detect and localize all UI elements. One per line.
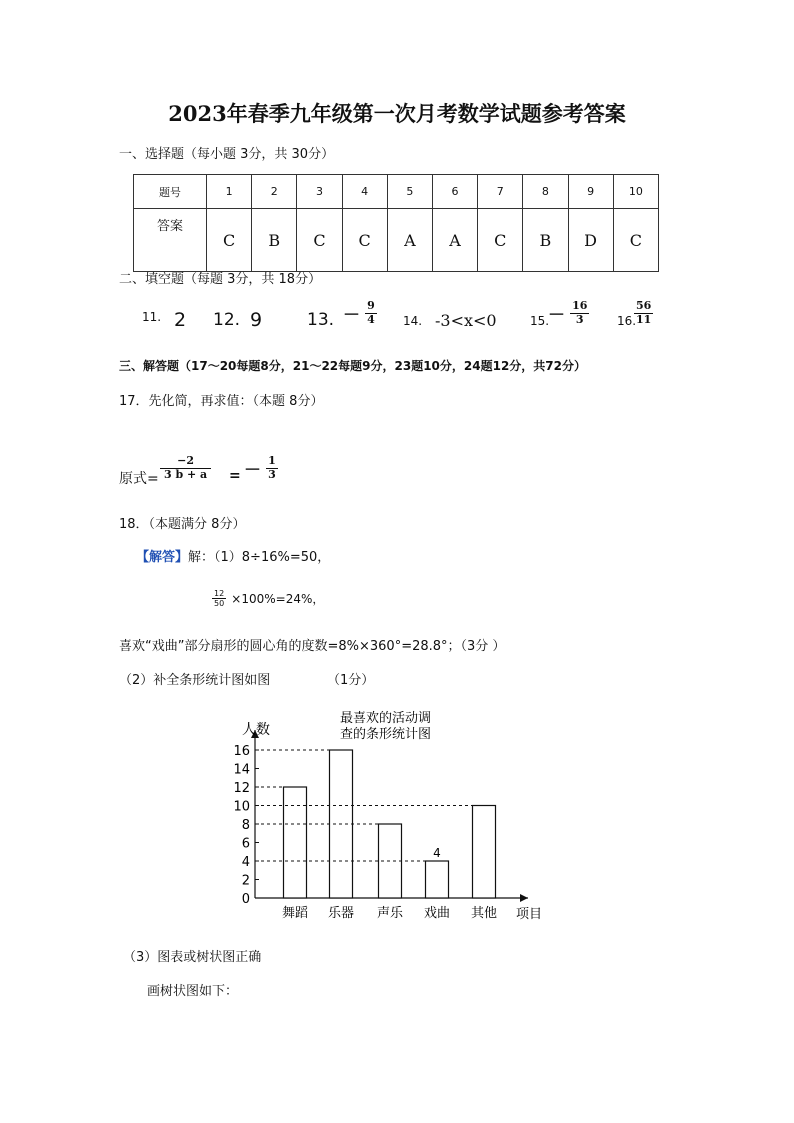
question-number-cell: 6 [432, 175, 477, 209]
q14-label: 14. [403, 314, 423, 328]
q17-lhs: 原式= [119, 471, 159, 487]
q16-denominator: 11 [636, 312, 652, 326]
q17-heading: 17．先化简，再求值：（本题 8分） [119, 394, 324, 409]
q16-label: 16. [617, 314, 637, 328]
x-category-label: 声乐 [376, 906, 404, 921]
question-number-cell: 5 [387, 175, 432, 209]
q15-denominator: 3 [575, 312, 584, 326]
answer-cell: A [387, 209, 432, 272]
x-axis-arrow [520, 894, 528, 902]
section3-heading: 三、解答题（17～20每题8分，21～22每题9分，23题10分，24题12分，共72分） [119, 359, 586, 373]
y-tick-label: 8 [241, 818, 250, 833]
q17-denominator: 3 b + a [164, 467, 208, 481]
q18-percent-text: ×100%=24%， [231, 592, 325, 606]
q17-numerator: −2 [160, 455, 211, 469]
q15-sign: － [548, 305, 565, 326]
q18-frac-numerator: 12 [214, 588, 225, 598]
q17-result-sign: － [244, 460, 261, 481]
question-number-cell: 3 [297, 175, 342, 209]
y-tick-label: 2 [241, 873, 250, 889]
answer-cell: C [342, 209, 387, 272]
q18-part3-line2: 画树状图如下： [147, 984, 239, 999]
y-tick-label: 14 [233, 762, 250, 778]
question-number-cell: 7 [478, 175, 523, 209]
x-category-label: 舞蹈 [281, 906, 309, 921]
q11-answer: 2 [174, 309, 187, 331]
q18-part3: （3）图表或树状图正确 [123, 950, 262, 965]
q16-numerator: 56 [636, 299, 652, 312]
q11-label: 11. [142, 310, 162, 324]
y-tick-label: 0 [241, 892, 250, 907]
q18-part1-text: 解：（1）8÷16%=50， [188, 550, 331, 565]
question-number-cell: 10 [613, 175, 658, 209]
q13-sign: － [343, 305, 360, 326]
q17-result-numerator: 1 [268, 454, 276, 467]
y-tick-label: 6 [241, 836, 250, 852]
q15-label: 15. [530, 314, 550, 328]
answer-cell: D [568, 209, 613, 272]
q17-result-denominator: 3 [268, 467, 276, 481]
answer-header: 答案 [134, 209, 207, 272]
y-axis-label: 人数 [242, 722, 270, 738]
answer-cell: C [613, 209, 658, 272]
q12-answer: 9 [250, 309, 263, 331]
answer-cell: C [207, 209, 252, 272]
page-title: 2023年春季九年级第一次月考数学试题参考答案 [168, 101, 626, 126]
q13-numerator: 9 [367, 299, 375, 312]
x-axis-label: 项目 [516, 907, 543, 922]
bar-data-label: 4 [433, 846, 441, 860]
answer-cell: C [297, 209, 342, 272]
bar-其他 [473, 806, 496, 899]
q12-label: 12. [213, 310, 241, 330]
q15-numerator: 16 [572, 299, 588, 312]
y-tick-label: 10 [233, 799, 250, 815]
answer-cell: B [523, 209, 568, 272]
question-number-cell: 9 [568, 175, 613, 209]
question-number-cell: 1 [207, 175, 252, 209]
answer-cell: B [252, 209, 297, 272]
answer-cell: A [432, 209, 477, 272]
question-number-header: 题号 [134, 175, 207, 209]
q18-part2-score: （1分） [327, 673, 375, 688]
question-number-cell: 8 [523, 175, 568, 209]
q18-angle-line: 喜欢“戏曲”部分扇形的圆心角的度数=8%×360°=28.8°；（3分 ） [119, 639, 506, 654]
y-tick-label: 4 [241, 855, 250, 870]
section2-heading: 二、填空题（每题 3分，共 18分） [119, 272, 322, 287]
bar-舞蹈 [284, 787, 307, 898]
q18-part2: （2）补全条形统计图如图 [119, 673, 271, 688]
question-number-cell: 2 [252, 175, 297, 209]
x-category-label: 乐器 [327, 906, 355, 921]
question-number-cell: 4 [342, 175, 387, 209]
q18-answer-bracket: 【解答】 [136, 550, 189, 565]
q18-frac-denominator: 50 [214, 599, 225, 608]
answer-cell: C [478, 209, 523, 272]
q18-heading: 18．（本题满分 8分） [119, 517, 246, 532]
y-tick-label: 16 [233, 744, 250, 759]
section1-heading: 一、选择题（每小题 3分，共 30分） [119, 147, 335, 162]
y-tick-label: 12 [233, 781, 250, 796]
q14-answer: -3<x<0 [435, 311, 497, 330]
bar-戏曲 [426, 861, 449, 898]
q13-denominator: 4 [367, 312, 375, 326]
chart-title-line: 查的条形统计图 [340, 727, 432, 742]
q13-label: 13. [307, 310, 335, 330]
x-category-label: 其他 [470, 906, 498, 921]
q17-equals: = [229, 468, 241, 484]
x-category-label: 戏曲 [423, 906, 451, 921]
chart-title-line: 最喜欢的活动调 [340, 711, 432, 726]
